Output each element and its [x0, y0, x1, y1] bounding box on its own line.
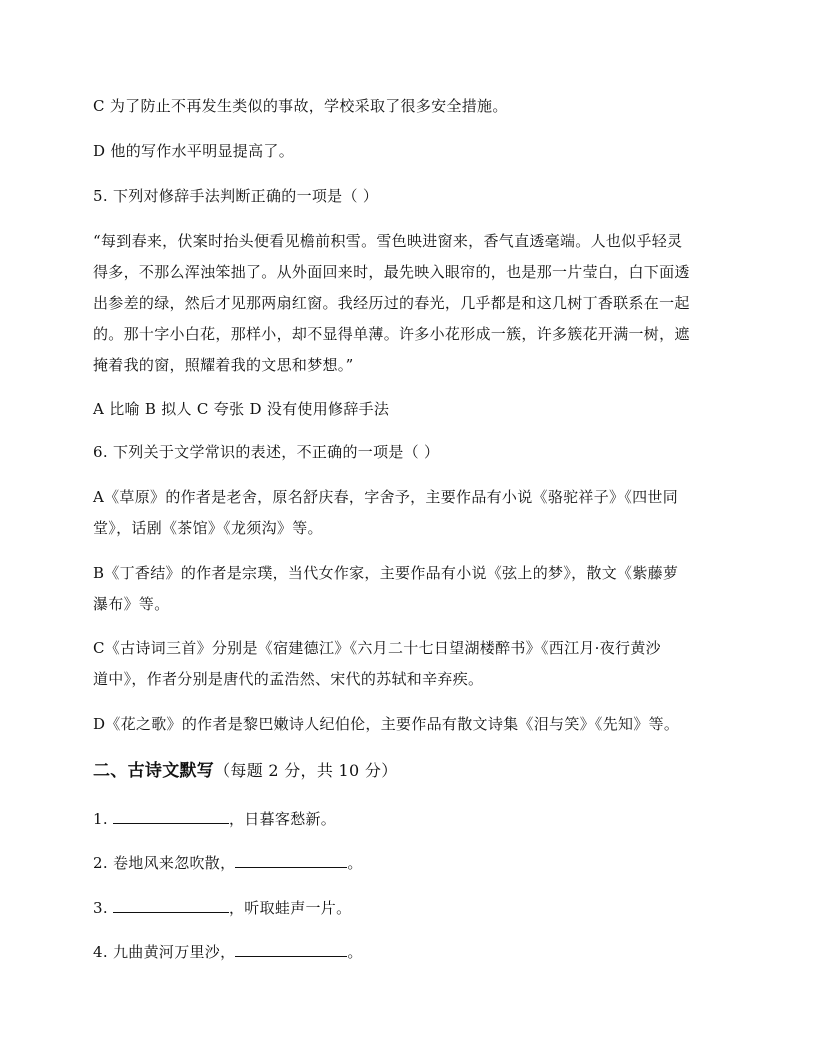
answer-blank[interactable] — [235, 941, 347, 957]
answer-blank[interactable] — [235, 852, 347, 868]
question-6-option-c-cont: 道中》，作者分别是唐代的孟浩然、宋代的苏轼和辛弃疾。 — [93, 670, 484, 688]
question-6-option-d: D《花之歌》的作者是黎巴嫩诗人纪伯伦，主要作品有散文诗集《泪与笑》《先知》等。 — [93, 715, 680, 733]
item-number: 4. — [93, 943, 108, 961]
item-number: 3. — [93, 899, 108, 917]
question-6-option-b: B《丁香结》的作者是宗璞，当代女作家，主要作品有小说《弦上的梦》，散文《紫藤萝 — [93, 564, 679, 582]
passage-line: 掩着我的窗，照耀着我的文思和梦想。” — [93, 356, 354, 374]
answer-blank[interactable] — [113, 897, 229, 913]
section-heading — [93, 761, 398, 781]
item-text: ，听取蛙声一片。 — [229, 899, 352, 917]
answer-blank[interactable] — [113, 808, 229, 824]
passage-line: “每到春来，伏案时抬头便看见檐前积雪。雪色映进窗来，香气直透毫端。人也似乎轻灵 — [93, 232, 683, 250]
passage-line: 出参差的绿，然后才见那两扇红窗。我经历过的春光，几乎都是和这几树丁香联系在一起 — [93, 294, 690, 312]
question-6-stem: 6. 下列关于文学常识的表述，不正确的一项是（ ） — [93, 443, 440, 461]
item-end: 。 — [347, 854, 363, 872]
question-6-option-a: A《草原》的作者是老舍，原名舒庆春，字舍予，主要作品有小说《骆驼祥子》《四世同 — [93, 488, 679, 506]
item-number: 2. — [93, 854, 108, 872]
fill-item-4 — [93, 941, 363, 962]
option-d-sentence: D 他的写作水平明显提高了。 — [93, 142, 294, 160]
item-text: 九曲黄河万里沙， — [113, 943, 236, 961]
passage-line: 得多，不那么浑浊笨拙了。从外面回来时，最先映入眼帘的，也是那一片莹白，白下面透 — [93, 263, 690, 281]
question-5-options: A 比喻 B 拟人 C 夸张 D 没有使用修辞手法 — [93, 400, 390, 418]
option-c-sentence: C 为了防止不再发生类似的事故，学校采取了很多安全措施。 — [93, 97, 508, 115]
section-title: 二、古诗文默写 — [93, 761, 215, 781]
fill-item-3 — [93, 897, 351, 918]
item-number: 1. — [93, 810, 108, 828]
fill-item-1 — [93, 808, 336, 829]
item-text: 卷地风来忽吹散， — [113, 854, 236, 872]
passage-line: 的。那十字小白花，那样小，却不显得单薄。许多小花形成一簇，许多簇花开满一树，遮 — [93, 325, 690, 343]
question-6-option-c: C《古诗词三首》分别是《宿建德江》《六月二十七日望湖楼醉书》《西江月·夜行黄沙 — [93, 639, 661, 657]
question-6-option-b-cont: 瀑布》等。 — [93, 595, 170, 613]
item-text: ，日暮客愁新。 — [229, 810, 337, 828]
question-5-stem: 5. 下列对修辞手法判断正确的一项是（ ） — [93, 187, 379, 205]
question-6-option-a-cont: 堂》，话剧《茶馆》《龙须沟》等。 — [93, 519, 323, 537]
item-end: 。 — [347, 943, 363, 961]
section-note: （每题 2 分，共 10 分） — [214, 761, 398, 780]
fill-item-2 — [93, 852, 363, 873]
